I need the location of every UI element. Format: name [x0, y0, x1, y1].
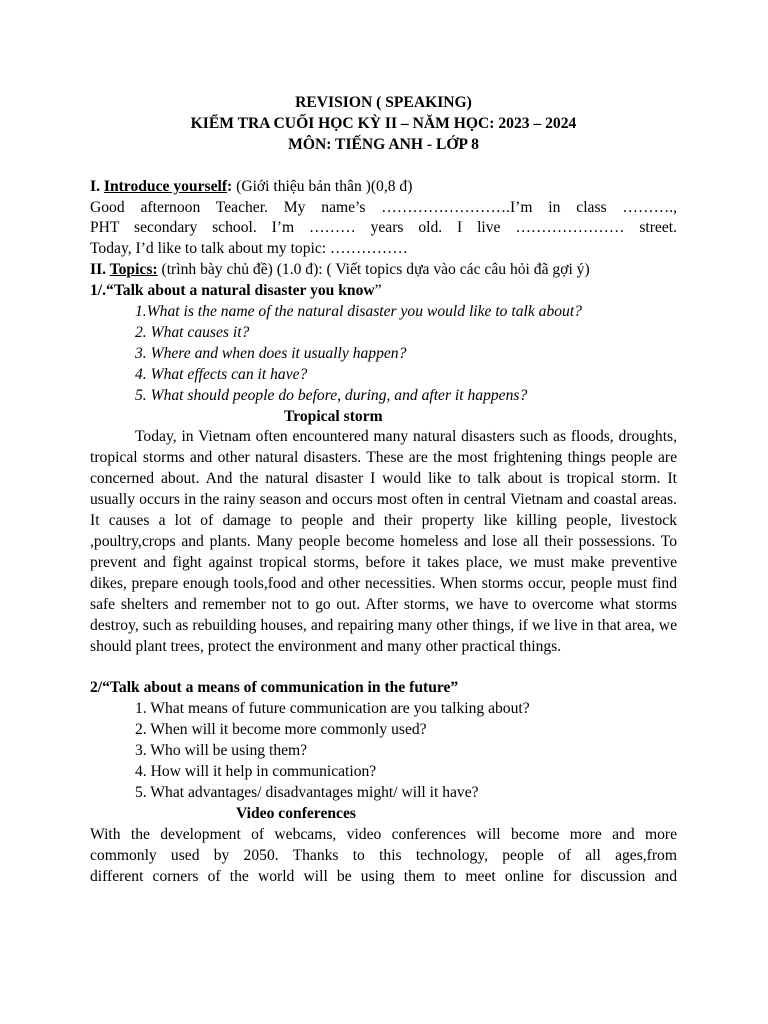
- topic2-paragraph-line: commonly used by 2050. Thanks to this technology, people of all ages,from: [90, 846, 677, 864]
- topic2-title: Video conferences: [236, 804, 356, 822]
- topic2-question: 2. When will it become more commonly used?: [135, 721, 427, 739]
- section2-title: Topics:: [109, 261, 158, 279]
- topic1-heading-quote: ”: [374, 282, 382, 300]
- section2-number: II.: [90, 261, 110, 279]
- intro-line-1: Good afternoon Teacher. My name’s …………………….I’m in class ……….,: [90, 198, 677, 216]
- topic2-question: 3. Who will be using them?: [135, 742, 308, 760]
- topic2-question: 5. What advantages/ disadvantages might/ will it have?: [135, 783, 479, 801]
- topic1-question: 4. What effects can it have?: [135, 365, 308, 383]
- topic1-question: 3. Where and when does it usually happen?: [135, 344, 407, 362]
- section2-heading: [90, 260, 677, 281]
- spacer: [90, 657, 677, 678]
- section1-note: (Giới thiệu bản thân )(0,8 đ): [232, 177, 413, 195]
- header-exam: KIỂM TRA CUỐI HỌC KỲ II – NĂM HỌC: 2023 – 2024: [190, 114, 577, 132]
- topic2-question: 4. How will it help in communication?: [135, 762, 377, 780]
- section1-number: I.: [90, 177, 104, 195]
- topic2-paragraph-line: different corners of the world will be using them to meet online for discussion and: [90, 867, 677, 885]
- intro-line-2: PHT secondary school. I’m ……… years old. I live ………………… street.: [90, 219, 677, 237]
- spacer: [90, 156, 677, 177]
- topic2-question: 1. What means of future communication are you talking about?: [135, 700, 530, 718]
- topic1-question: 5. What should people do before, during, and after it happens?: [135, 386, 528, 404]
- section1-heading: [90, 177, 677, 198]
- topic1-paragraph: Today, in Vietnam often encountered many natural disasters such as floods, droughts, tropical storms and other natural disasters. These are the most frightening things people are concerned about. And the natural disaster I would like to talk about is tropical storm. It usually occurs in the rainy season and occurs most often in central Vietnam and coastal areas. It causes a lot of damage to people and their property like killing people, livestock ,poultry,crops and plants. Many people become homeless and lose all their possessions. To prevent and fight against tropical storms, before it takes place, we must make preventive dikes, prepare enough tools,food and other necessities. When storms occur, people must find safe shelters and remember not to go out. After storms, we have to overcome what storms destroy, such as rebuilding houses, and repairing many other things, if we live in that area, we should plant trees, protect the environment and many other practical things.: [90, 428, 677, 655]
- topic1-question: 1.What is the name of the natural disaster you would like to talk about?: [135, 303, 582, 321]
- header-subject: MÔN: TIẾNG ANH - LỚP 8: [288, 135, 479, 153]
- topic1-question: 2. What causes it?: [135, 323, 250, 341]
- header-title: REVISION ( SPEAKING): [295, 94, 472, 111]
- topic2-paragraph-line: With the development of webcams, video conferences will become more and more: [90, 825, 677, 843]
- topic1-title: Tropical storm: [284, 407, 383, 425]
- section2-note: (trình bày chủ đề) (1.0 đ): ( Viết topics dựa vào các câu hỏi đã gợi ý): [157, 261, 590, 279]
- topic2-heading: 2/“Talk about a means of communication in the future”: [90, 679, 459, 697]
- topic1-heading: [90, 281, 677, 302]
- topic1-heading-text: 1/.“Talk about a natural disaster you know: [90, 282, 375, 300]
- section1-colon: :: [227, 177, 233, 195]
- document-content: [90, 93, 677, 887]
- section1-title: Introduce yourself: [103, 177, 228, 195]
- intro-line-3: Today, I’d like to talk about my topic: ……………: [90, 240, 408, 258]
